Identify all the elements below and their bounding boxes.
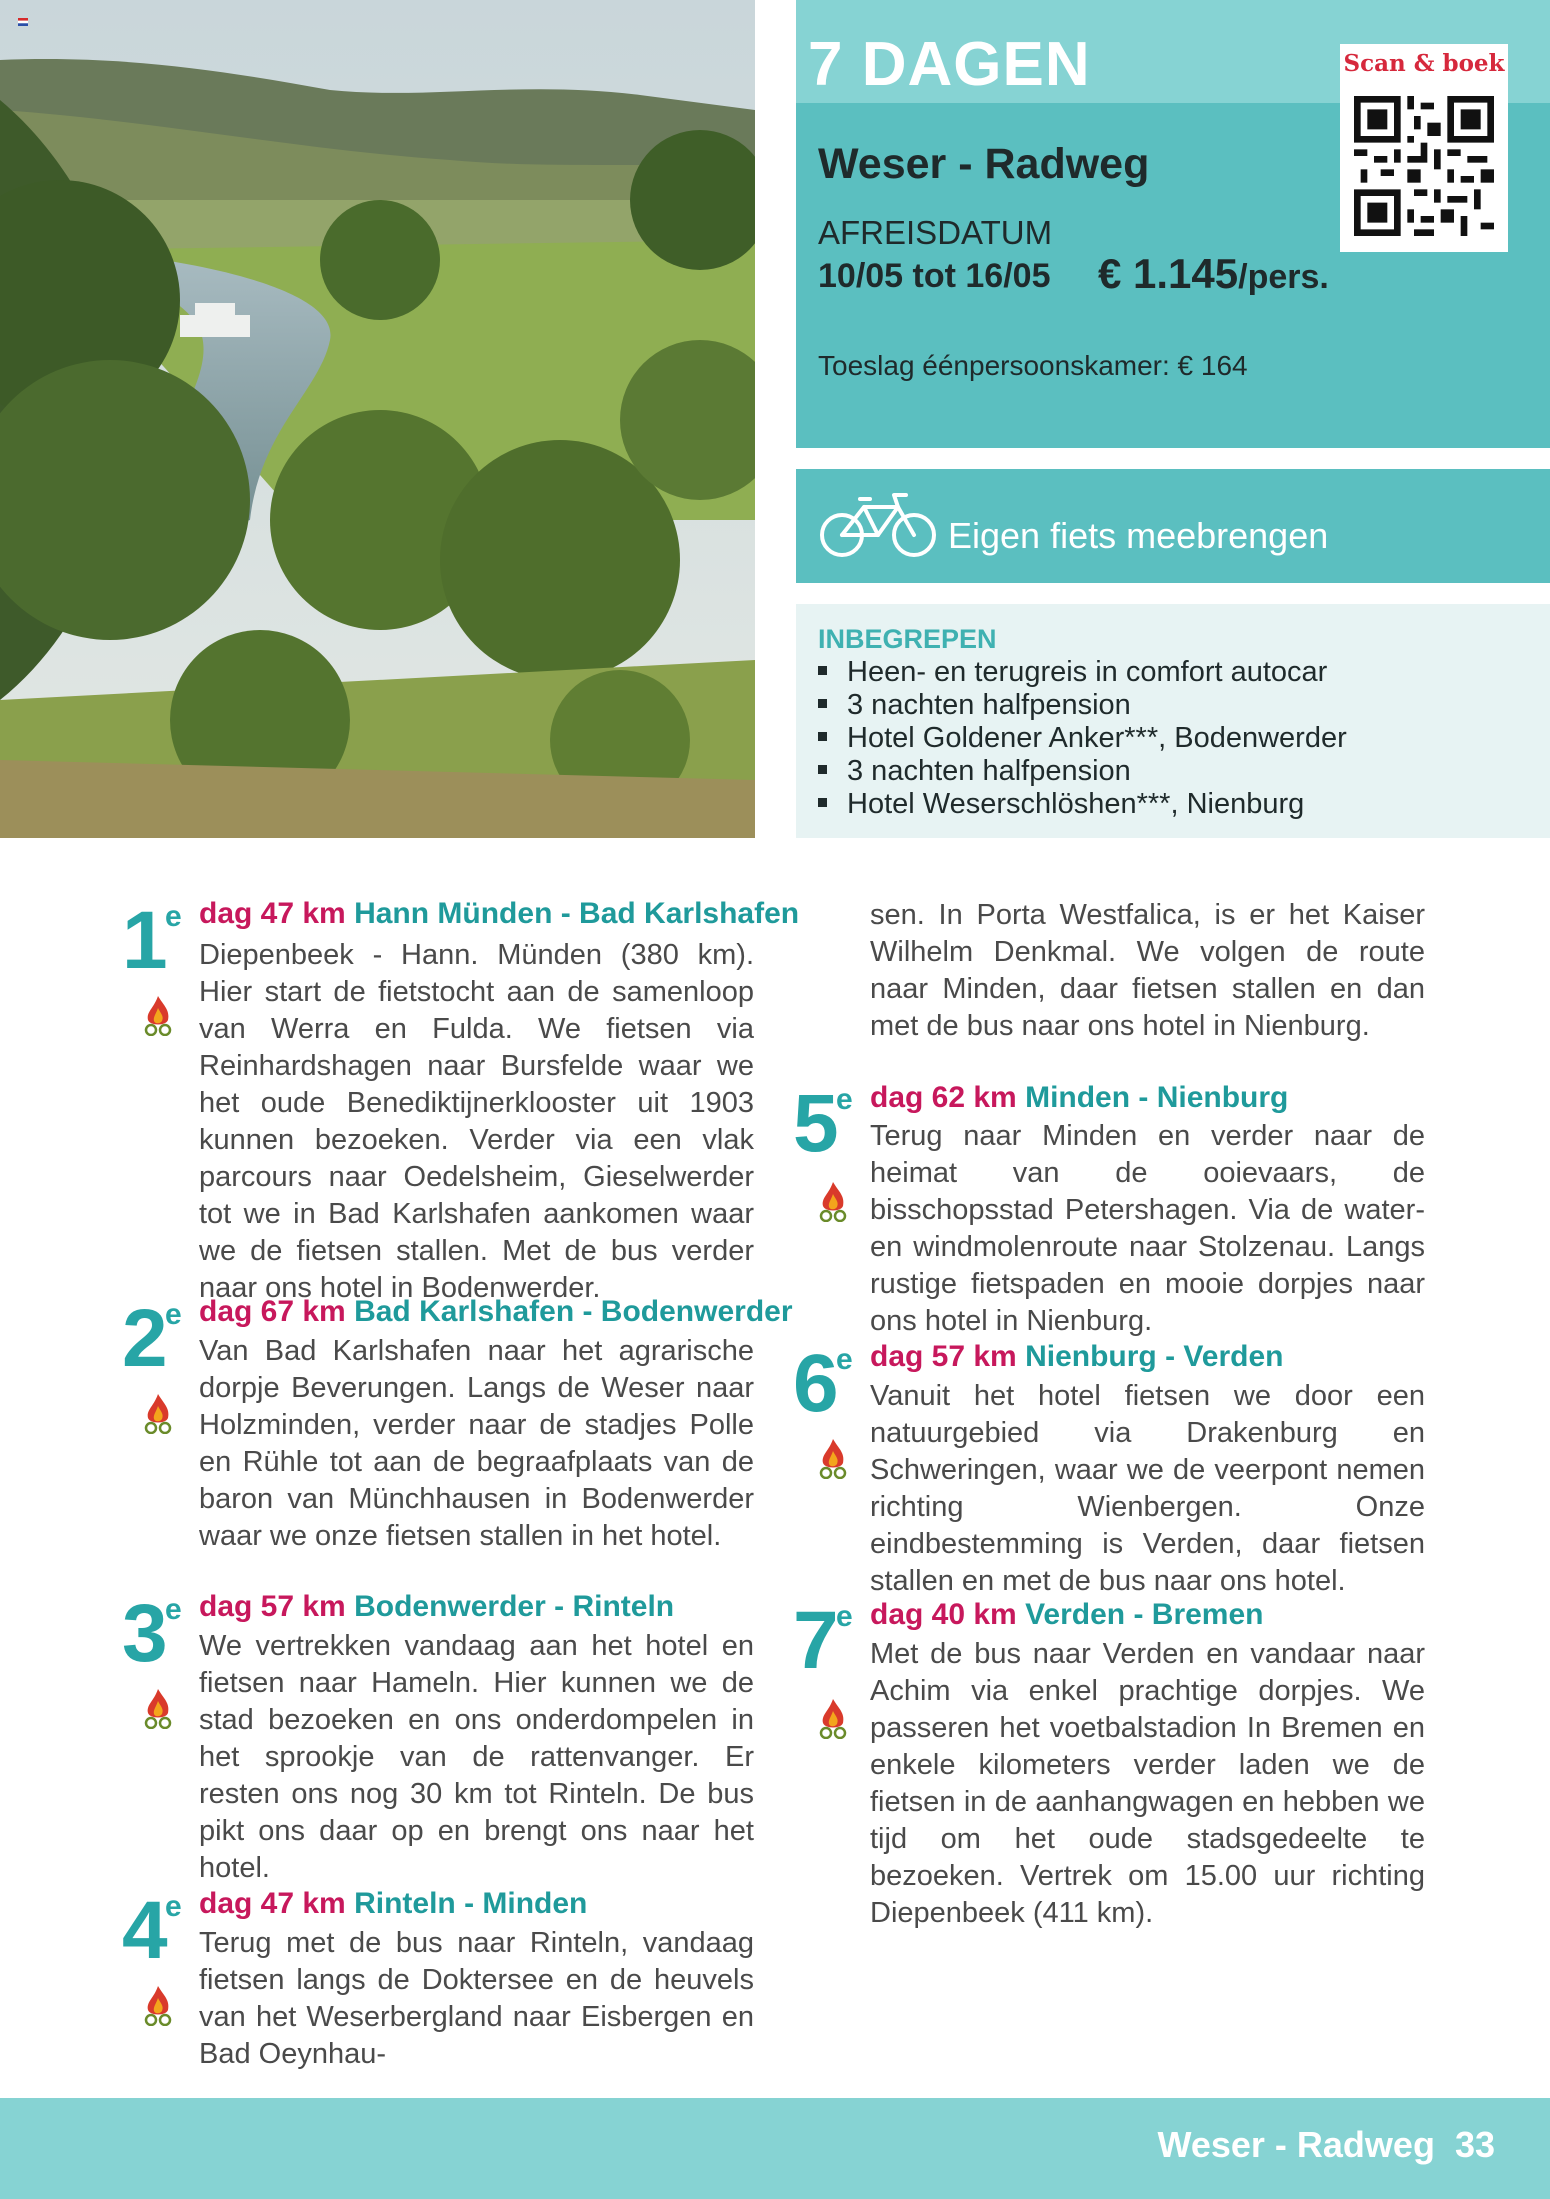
day-suffix: e xyxy=(836,1083,853,1116)
day-heading: dag 67 km Bad Karlshafen - Bodenwerder xyxy=(199,1295,793,1328)
day-suffix: e xyxy=(165,1593,182,1626)
day-description: We vertrekken vandaag aan het hotel en fietsen naar Hameln. Hier kunnen we de stad bezoeken en ons onderdompelen in het sprookje van de rattenvanger. Er resten ons nog 30 km tot Rinteln. De bus pikt ons daar op en brengt ons naar het hotel. xyxy=(199,1630,754,1884)
page-footer xyxy=(0,2098,1550,2199)
qr-code-box[interactable] xyxy=(1340,44,1508,252)
day-description: Diepenbeek - Hann. Münden (380 km). Hier start de fietstocht aan de samenloop van Werra en Fulda. We fietsen via Reinhardshagen naar Bursfelde waar we het oude Benediktijnerklooster uit 1903 kunnen bezoeken. Verder via een vlak parcours naar Oedelsheim, Gieselwerder tot we in Bad Karlshafen aankomen waar we de fietsen stallen. Met de bus verder naar ons hotel in Bodenwerder. xyxy=(199,939,754,1304)
price xyxy=(1098,250,1329,298)
list-item: Hotel Weserschlöshen***, Nienburg xyxy=(818,788,1347,821)
day-number: 5 xyxy=(793,1078,839,1169)
price-amount: € 1.145 xyxy=(1098,250,1239,297)
day-suffix: e xyxy=(165,900,182,933)
day-number: 1 xyxy=(122,895,168,986)
bicycle-icon xyxy=(818,489,938,559)
day-suffix: e xyxy=(165,1890,182,1923)
campfire-icon xyxy=(817,1697,849,1739)
day-suffix: e xyxy=(165,1298,182,1331)
qr-code-icon xyxy=(1354,96,1494,236)
day-number: 2 xyxy=(122,1293,168,1384)
day-description: Terug met de bus naar Rinteln, vandaag fietsen langs de Doktersee en de heuvels van het Weserbergland naar Eisbergen en Bad Oeynhau- xyxy=(199,1927,754,2070)
bike-notice-label: Eigen fiets meebrengen xyxy=(948,515,1329,556)
day-number: 6 xyxy=(793,1338,839,1429)
price-unit: /pers. xyxy=(1238,258,1329,296)
river-landscape-photo xyxy=(0,0,755,838)
day-heading: dag 57 km Bodenwerder - Rinteln xyxy=(199,1590,675,1623)
included-title: INBEGREPEN xyxy=(818,624,997,654)
single-supplement: Toeslag éénpersoonskamer: € 164 xyxy=(818,350,1248,381)
day-description: Van Bad Karlshafen naar het agrarische dorpje Beverungen. Langs de Weser naar Holzminden, verder naar de stadjes Polle en Rühle tot aan de begraafplaats van de baron van Münchhausen in Bodenwerder waar we onze fietsen stallen in het hotel. xyxy=(199,1335,754,1552)
departure-label: AFREISDATUM xyxy=(818,214,1053,251)
departure-dates: 10/05 tot 16/05 xyxy=(818,257,1051,295)
day-heading: dag 62 km Minden - Nienburg xyxy=(870,1081,1289,1114)
footer-title xyxy=(1158,2124,1495,2166)
day-suffix: e xyxy=(836,1343,853,1376)
flag-icon xyxy=(18,18,28,26)
list-item: 3 nachten halfpension xyxy=(818,689,1347,722)
day-description: Terug naar Minden en verder naar de heimat van de ooievaars, de bisschopsstad Petershagen. Via de water- en windmolenroute naar Stolzenau. Langs rustige fietspaden en mooie dorpjes naar ons hotel in Nienburg. xyxy=(870,1120,1425,1337)
day-number: 3 xyxy=(122,1588,168,1679)
day-heading: dag 47 km Hann Münden - Bad Karlshafen xyxy=(199,897,800,930)
duration-title: 7 DAGEN xyxy=(808,30,1091,99)
campfire-icon xyxy=(142,1687,174,1729)
page-number: 33 xyxy=(1454,2124,1495,2165)
campfire-icon xyxy=(142,1984,174,2026)
day-suffix: e xyxy=(836,1600,853,1633)
campfire-icon xyxy=(817,1437,849,1479)
day-description: Vanuit het hotel fietsen we door een natuurgebied via Drakenburg en Schweringen, waar we de veerpont nemen richting Wienbergen. Onze eindbestemming is Verden, daar fietsen stallen en met de bus naar ons hotel. xyxy=(870,1380,1425,1597)
campfire-icon xyxy=(142,1392,174,1434)
included-list xyxy=(818,656,1347,821)
list-item: 3 nachten halfpension xyxy=(818,755,1347,788)
day-4-continuation: sen. In Porta Westfalica, is er het Kaiser Wilhelm Denkmal. We volgen de route naar Minden, daar fietsen stallen en dan met de bus naar ons hotel in Nienburg. xyxy=(870,899,1425,1042)
bike-notice xyxy=(796,469,1550,583)
day-number: 7 xyxy=(793,1595,839,1686)
trip-name: Weser - Radweg xyxy=(818,140,1150,188)
list-item: Hotel Goldener Anker***, Bodenwerder xyxy=(818,722,1347,755)
day-heading: dag 40 km Verden - Bremen xyxy=(870,1598,1264,1631)
scan-label: Scan & boek xyxy=(1343,50,1505,77)
included-box xyxy=(796,604,1550,838)
day-description: Met de bus naar Verden en vandaar naar Achim via enkel prachtige dorpjes. We passeren het voetbalstadion In Bremen en enkele kilometers verder laden we de fietsen in de aanhangwagen en hebben we tijd om het oude stadsgedeelte te bezoeken. Vertrek om 15.00 uur richting Diepenbeek (411 km). xyxy=(870,1638,1425,1929)
footer-trip-name: Weser - Radweg xyxy=(1157,2124,1435,2165)
day-heading: dag 57 km Nienburg - Verden xyxy=(870,1340,1284,1373)
day-number: 4 xyxy=(122,1885,168,1976)
campfire-icon xyxy=(817,1180,849,1222)
list-item: Heen- en terugreis in comfort autocar xyxy=(818,656,1347,689)
day-heading: dag 47 km Rinteln - Minden xyxy=(199,1887,588,1920)
campfire-icon xyxy=(142,994,174,1036)
